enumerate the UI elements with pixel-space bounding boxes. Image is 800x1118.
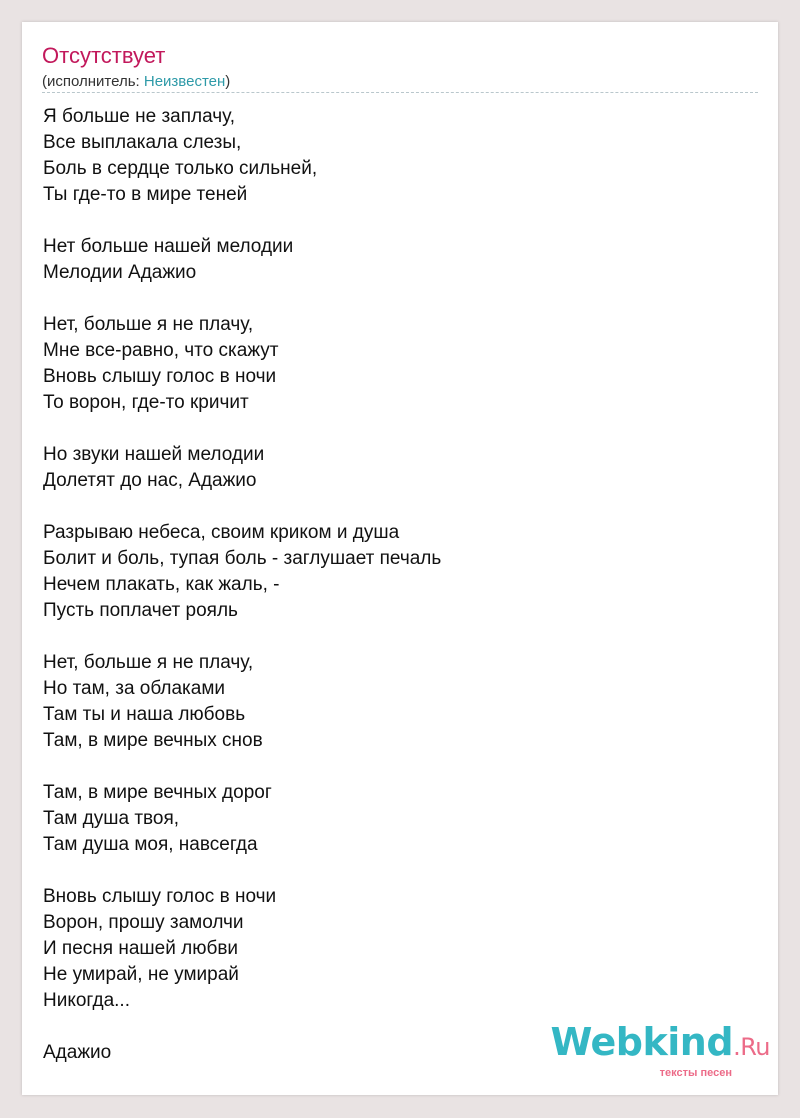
lyric-line: Болит и боль, тупая боль - заглушает печаль bbox=[43, 548, 442, 569]
stanza bbox=[43, 884, 441, 1014]
lyric-line: Нет, больше я не плачу, bbox=[43, 652, 254, 673]
stanza bbox=[43, 650, 441, 754]
lyric-line: Но там, за облаками bbox=[43, 678, 226, 699]
stanza bbox=[43, 234, 441, 286]
site-logo[interactable] bbox=[550, 1022, 770, 1067]
lyric-line: Адажио bbox=[43, 1042, 112, 1063]
lyric-line: Там, в мире вечных снов bbox=[43, 730, 263, 751]
stanza bbox=[43, 442, 441, 494]
lyric-line: Ты где-то в мире теней bbox=[43, 184, 248, 205]
song-title: Отсутствует bbox=[42, 43, 166, 68]
lyrics-body bbox=[43, 104, 441, 1092]
lyric-line: То ворон, где-то кричит bbox=[43, 392, 249, 413]
lyric-line: Там, в мире вечных дорог bbox=[43, 782, 272, 803]
lyric-line: Пусть поплачет рояль bbox=[43, 600, 238, 621]
stanza bbox=[43, 780, 441, 858]
lyric-line: Долетят до нас, Адажио bbox=[43, 470, 257, 491]
lyric-line: Нет больше нашей мелодии bbox=[43, 236, 294, 257]
lyric-line: Разрываю небеса, своим криком и душа bbox=[43, 522, 400, 543]
lyric-line: Никогда... bbox=[43, 990, 130, 1011]
lyric-line: Не умирай, не умирай bbox=[43, 964, 239, 985]
logo-name: Webkind bbox=[550, 1020, 734, 1064]
stanza bbox=[43, 520, 441, 624]
logo-tagline: тексты песен bbox=[659, 1067, 732, 1079]
lyric-line: Там душа моя, навсегда bbox=[43, 834, 258, 855]
lyric-line: Боль в сердце только сильней, bbox=[43, 158, 318, 179]
lyric-line: Ворон, прошу замолчи bbox=[43, 912, 244, 933]
lyric-line: Нет, больше я не плачу, bbox=[43, 314, 254, 335]
lyric-line: Но звуки нашей мелодии bbox=[43, 444, 265, 465]
artist-suffix: ) bbox=[225, 73, 231, 90]
lyric-line: Вновь слышу голос в ночи bbox=[43, 886, 277, 907]
artist-line bbox=[42, 72, 230, 92]
lyric-line: Я больше не заплачу, bbox=[43, 106, 236, 127]
divider bbox=[42, 92, 758, 93]
lyric-line: Нечем плакать, как жаль, - bbox=[43, 574, 280, 595]
lyric-line: Вновь слышу голос в ночи bbox=[43, 366, 277, 387]
logo-tld: .Ru bbox=[733, 1033, 770, 1061]
stanza bbox=[43, 312, 441, 416]
lyric-line: Там душа твоя, bbox=[43, 808, 180, 829]
lyric-line: Все выплакала слезы, bbox=[43, 132, 242, 153]
lyrics-sheet bbox=[22, 22, 778, 1095]
artist-link[interactable]: Неизвестен bbox=[143, 73, 226, 90]
artist-prefix: (исполнитель: bbox=[42, 73, 144, 90]
lyric-line: И песня нашей любви bbox=[43, 938, 239, 959]
stanza bbox=[43, 104, 441, 208]
lyric-line: Там ты и наша любовь bbox=[43, 704, 246, 725]
lyric-line: Мелодии Адажио bbox=[43, 262, 197, 283]
stanza bbox=[43, 1040, 441, 1066]
lyric-line: Мне все-равно, что скажут bbox=[43, 340, 279, 361]
